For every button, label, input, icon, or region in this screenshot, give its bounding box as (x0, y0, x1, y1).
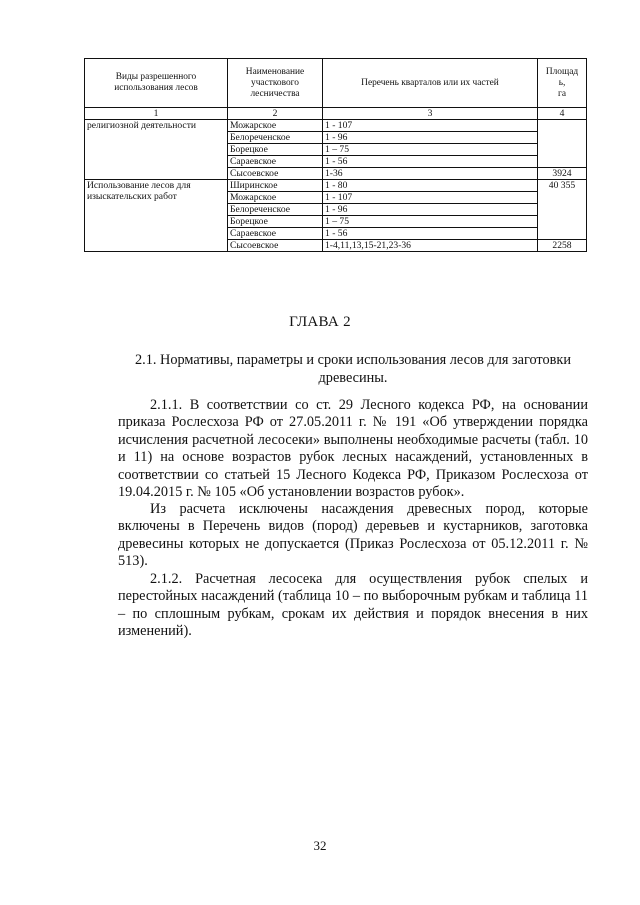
quarters-cell: 1 – 75 (323, 144, 538, 156)
forestry-cell: Сысоевское (228, 168, 323, 180)
column-number-row (85, 108, 587, 120)
column-number: 1 (85, 108, 228, 120)
quarters-cell: 1 - 96 (323, 132, 538, 144)
page-number: 32 (313, 838, 327, 853)
area-cell: 40 355 (538, 180, 587, 240)
area-cell: 3924 (538, 168, 587, 180)
header-area (538, 59, 587, 108)
forestry-cell: Можарское (228, 192, 323, 204)
paragraph (118, 571, 588, 641)
column-number: 4 (538, 108, 587, 120)
forestry-cell: Можарское (228, 120, 323, 132)
column-number: 2 (228, 108, 323, 120)
quarters-cell: 1 - 80 (323, 180, 538, 192)
header-area-line: Площад (545, 66, 579, 77)
quarters-cell: 1 - 56 (323, 156, 538, 168)
paragraph-text: 2.1.1. В соответствии со ст. 29 Лесного кодекса РФ, на основании приказа Рослесхоза РФ от 27.05.2011 г. № 191 «Об утверждении порядка исчисления расчетной лесосеки» выполнены необходимые расчеты (табл. 10 и 11) на основе возрастов рубок лесных насаждений, установленных в соответствии со статьей 15 Лесного Кодекса РФ, Приказом Рослесхоза от 19.04.2015 г. № 105 «Об установлении возрастов рубок». (118, 397, 588, 501)
forestry-cell: Ширинское (228, 180, 323, 192)
header-area-line: ь, (558, 77, 566, 88)
quarters-cell: 1-36 (323, 168, 538, 180)
use-type-cell: Использование лесов для изыскательских работ (85, 180, 228, 252)
forestry-cell: Белореченское (228, 132, 323, 144)
forestry-cell: Сараевское (228, 156, 323, 168)
column-number: 3 (323, 108, 538, 120)
forestry-cell: Борецкое (228, 216, 323, 228)
header-use-type: Виды разрешенного использования лесов (85, 59, 228, 108)
header-quarters: Перечень кварталов или их частей (323, 59, 538, 108)
paragraph (118, 397, 588, 501)
quarters-cell: 1 - 96 (323, 204, 538, 216)
quarters-cell: 1 - 107 (323, 192, 538, 204)
chapter-heading: ГЛАВА 2 (289, 314, 351, 330)
paragraph (118, 501, 588, 571)
use-type-cell: религиозной деятельности (85, 120, 228, 180)
paragraph-text: 2.1.2. Расчетная лесосека для осуществления рубок спелых и перестойных насаждений (таблица 10 – по выборочным рубкам и таблица 11 – по сплошным рубкам, срокам их действия и порядок внесения в них изменений). (118, 571, 588, 640)
table-row (85, 180, 587, 192)
table-header-row (85, 59, 587, 108)
forestry-cell: Сараевское (228, 228, 323, 240)
area-cell-empty (538, 120, 587, 168)
section-title: 2.1. Нормативы, параметры и сроки использования лесов для заготовки древесины. (135, 352, 571, 386)
forest-use-table (84, 58, 587, 252)
quarters-cell: 1-4,11,13,15-21,23-36 (323, 240, 538, 252)
forestry-cell: Борецкое (228, 144, 323, 156)
header-area-line: га (557, 88, 566, 99)
quarters-cell: 1 - 107 (323, 120, 538, 132)
forestry-cell: Сысоевское (228, 240, 323, 252)
paragraph-text: Из расчета исключены насаждения древесных пород, которые включены в Перечень видов (пород) деревьев и кустарников, заготовка древесины которых не допускается (Приказ Рослесхоза от 05.12.2011 г. № 513). (118, 501, 588, 570)
quarters-cell: 1 – 75 (323, 216, 538, 228)
forestry-cell: Белореченское (228, 204, 323, 216)
quarters-cell: 1 - 56 (323, 228, 538, 240)
table-row (85, 120, 587, 132)
area-cell: 2258 (538, 240, 587, 252)
header-forestry: Наименование участкового лесничества (228, 59, 323, 108)
